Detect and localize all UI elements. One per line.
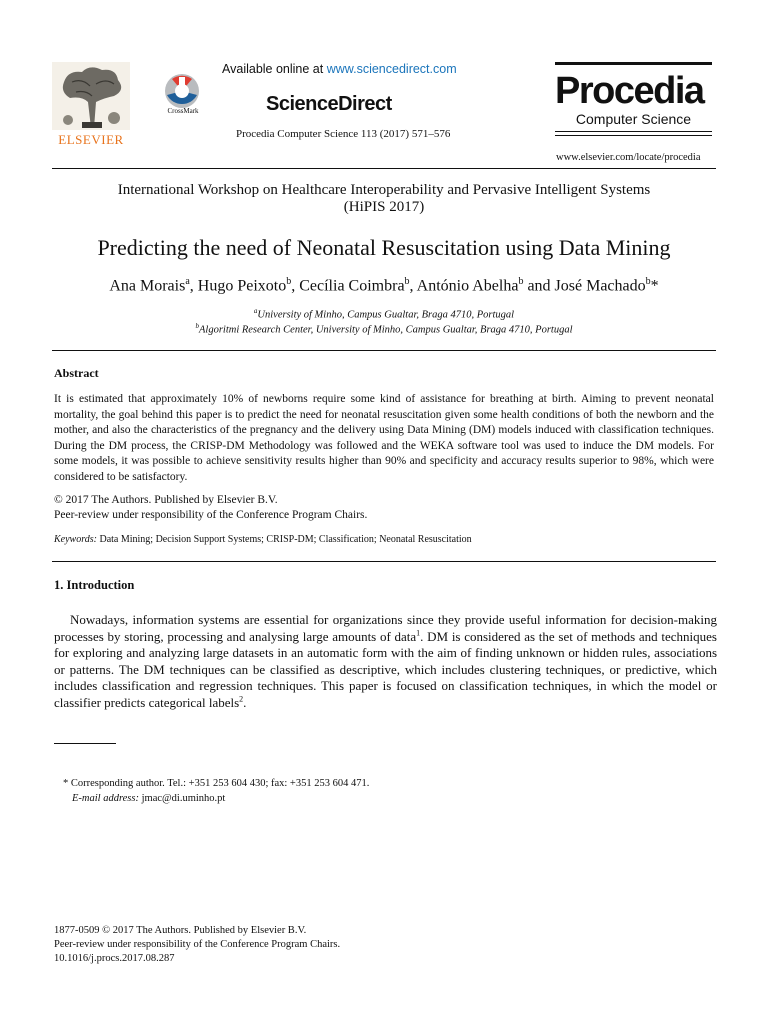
author-affil-mark: b (645, 276, 651, 287)
keywords-list: Data Mining; Decision Support Systems; CRISP-DM; Classification; Neonatal Resuscitation (99, 534, 472, 545)
author-name: Ana Morais (109, 277, 186, 295)
author-affil-mark: b (286, 276, 292, 287)
introduction-heading: 1. Introduction (54, 578, 135, 592)
workshop-line-2: (HiPIS 2017) (343, 199, 425, 215)
email-note (72, 793, 225, 804)
journal-reference: Procedia Computer Science 113 (2017) 571–576 (236, 128, 451, 140)
intro-text-2: . DM is considered as the set of methods and techniques for exploring and analyzing large datasets in an automatic form with the aim of finding unknown or hidden rules, associations or patterns. The DM techniques can be classified as descriptive, which includes clustering techniques, or predictive, which includes classification and regression techniques. This paper is focused on classification techniques, in which the model or classifier predicts categorical labels (54, 628, 717, 710)
header-divider (52, 168, 716, 169)
keywords-line (54, 534, 472, 545)
journal-logo-bottom-rule (555, 135, 712, 136)
available-online (222, 62, 457, 76)
author-affil-mark: b (518, 276, 524, 287)
crossmark-label: CrossMark (167, 107, 199, 115)
author-affil-mark: a (185, 276, 190, 287)
author-name: Hugo Peixoto (197, 277, 287, 295)
citation-ref[interactable]: 1 (416, 628, 421, 638)
author-affil-mark: b (404, 276, 410, 287)
author-separator: , (189, 277, 198, 295)
abstract-text: It is estimated that approximately 10% of newborns require some kind of assistance for breathing at birth. Aiming to prevent neonatal mortality, the goal behind this paper is to predict the need for neonatal resuscitation given some health conditions of both the newborn and the mother, and also the characteristics of the pregnancy and the delivery using Data Mining (DM) models induced with classification techniques. During the DM process, the CRISP-DM Methodology was followed and the WEKA software tool was used to induce the DM models. For some models, it was possible to achieve sensitivity results higher than 90% and specificity and accuracy results superior to 98%, which were considered to be satisfactory. (54, 393, 714, 483)
affiliation-mark: a (253, 307, 258, 315)
corresponding-mark: * (650, 277, 659, 295)
author-name: José Machado (554, 277, 646, 295)
available-prefix: Available online at (222, 62, 327, 76)
footer-issn: 1877-0509 © 2017 The Authors. Published by Elsevier B.V. (54, 925, 307, 936)
affiliation-mark: b (195, 322, 199, 330)
copyright-line: © 2017 The Authors. Published by Elsevier B.V. (54, 494, 278, 506)
publisher-name: ELSEVIER (58, 132, 124, 147)
footnote-rule (54, 743, 116, 744)
sciencedirect-link[interactable]: www.sciencedirect.com (326, 62, 457, 76)
journal-url[interactable]: www.elsevier.com/locate/procedia (556, 152, 701, 163)
affiliation-text: University of Minho, Campus Gualtar, Braga 4710, Portugal (257, 309, 515, 321)
author-separator: , (291, 277, 300, 295)
affiliation-a (52, 307, 716, 321)
author-separator: , (409, 277, 417, 295)
keywords-label: Keywords: (54, 534, 97, 545)
peer-review-line: Peer-review under responsibility of the Conference Program Chairs. (54, 509, 368, 521)
affiliation-b (52, 322, 716, 336)
abstract-bottom-rule (52, 561, 716, 562)
email-address[interactable]: jmac@di.uminho.pt (141, 793, 226, 804)
journal-name: Procedia (555, 70, 704, 112)
author-name: António Abelha (416, 277, 519, 295)
citation-ref[interactable]: 2 (239, 694, 244, 704)
email-label: E-mail address: (72, 793, 139, 804)
paper-title: Predicting the need of Neonatal Resuscitation using Data Mining (97, 235, 671, 260)
journal-logo-top-rule (555, 62, 712, 65)
affiliation-text: Algoritmi Research Center, University of Minho, Campus Gualtar, Braga 4710, Portugal (198, 324, 573, 336)
footer-peer-review: Peer-review under responsibility of the Conference Program Chairs. (54, 939, 341, 950)
workshop-line-1: International Workshop on Healthcare Interoperability and Pervasive Intelligent Systems (117, 182, 651, 198)
author-and: and (523, 277, 555, 295)
introduction-paragraph (54, 612, 717, 712)
sciencedirect-title: ScienceDirect (266, 93, 392, 115)
author-list (52, 276, 716, 295)
abstract-top-rule (52, 350, 716, 351)
abstract-heading: Abstract (54, 366, 99, 380)
journal-logo-mid-rule (555, 131, 712, 132)
workshop-name (52, 182, 716, 216)
journal-subtitle: Computer Science (575, 111, 692, 127)
footer-doi[interactable]: 10.1016/j.procs.2017.08.287 (54, 953, 175, 964)
intro-text-3: . (243, 694, 247, 710)
intro-text-1: Nowadays, information systems are essential for organizations since they provide useful information for decision-making processes by storing, processing and analysing large amounts of data (54, 612, 717, 644)
journal-logo (555, 62, 712, 136)
author-name: Cecília Coimbra (299, 277, 405, 295)
corresponding-author-note: * Corresponding author. Tel.: +351 253 604 430; fax: +351 253 604 471. (63, 778, 370, 789)
